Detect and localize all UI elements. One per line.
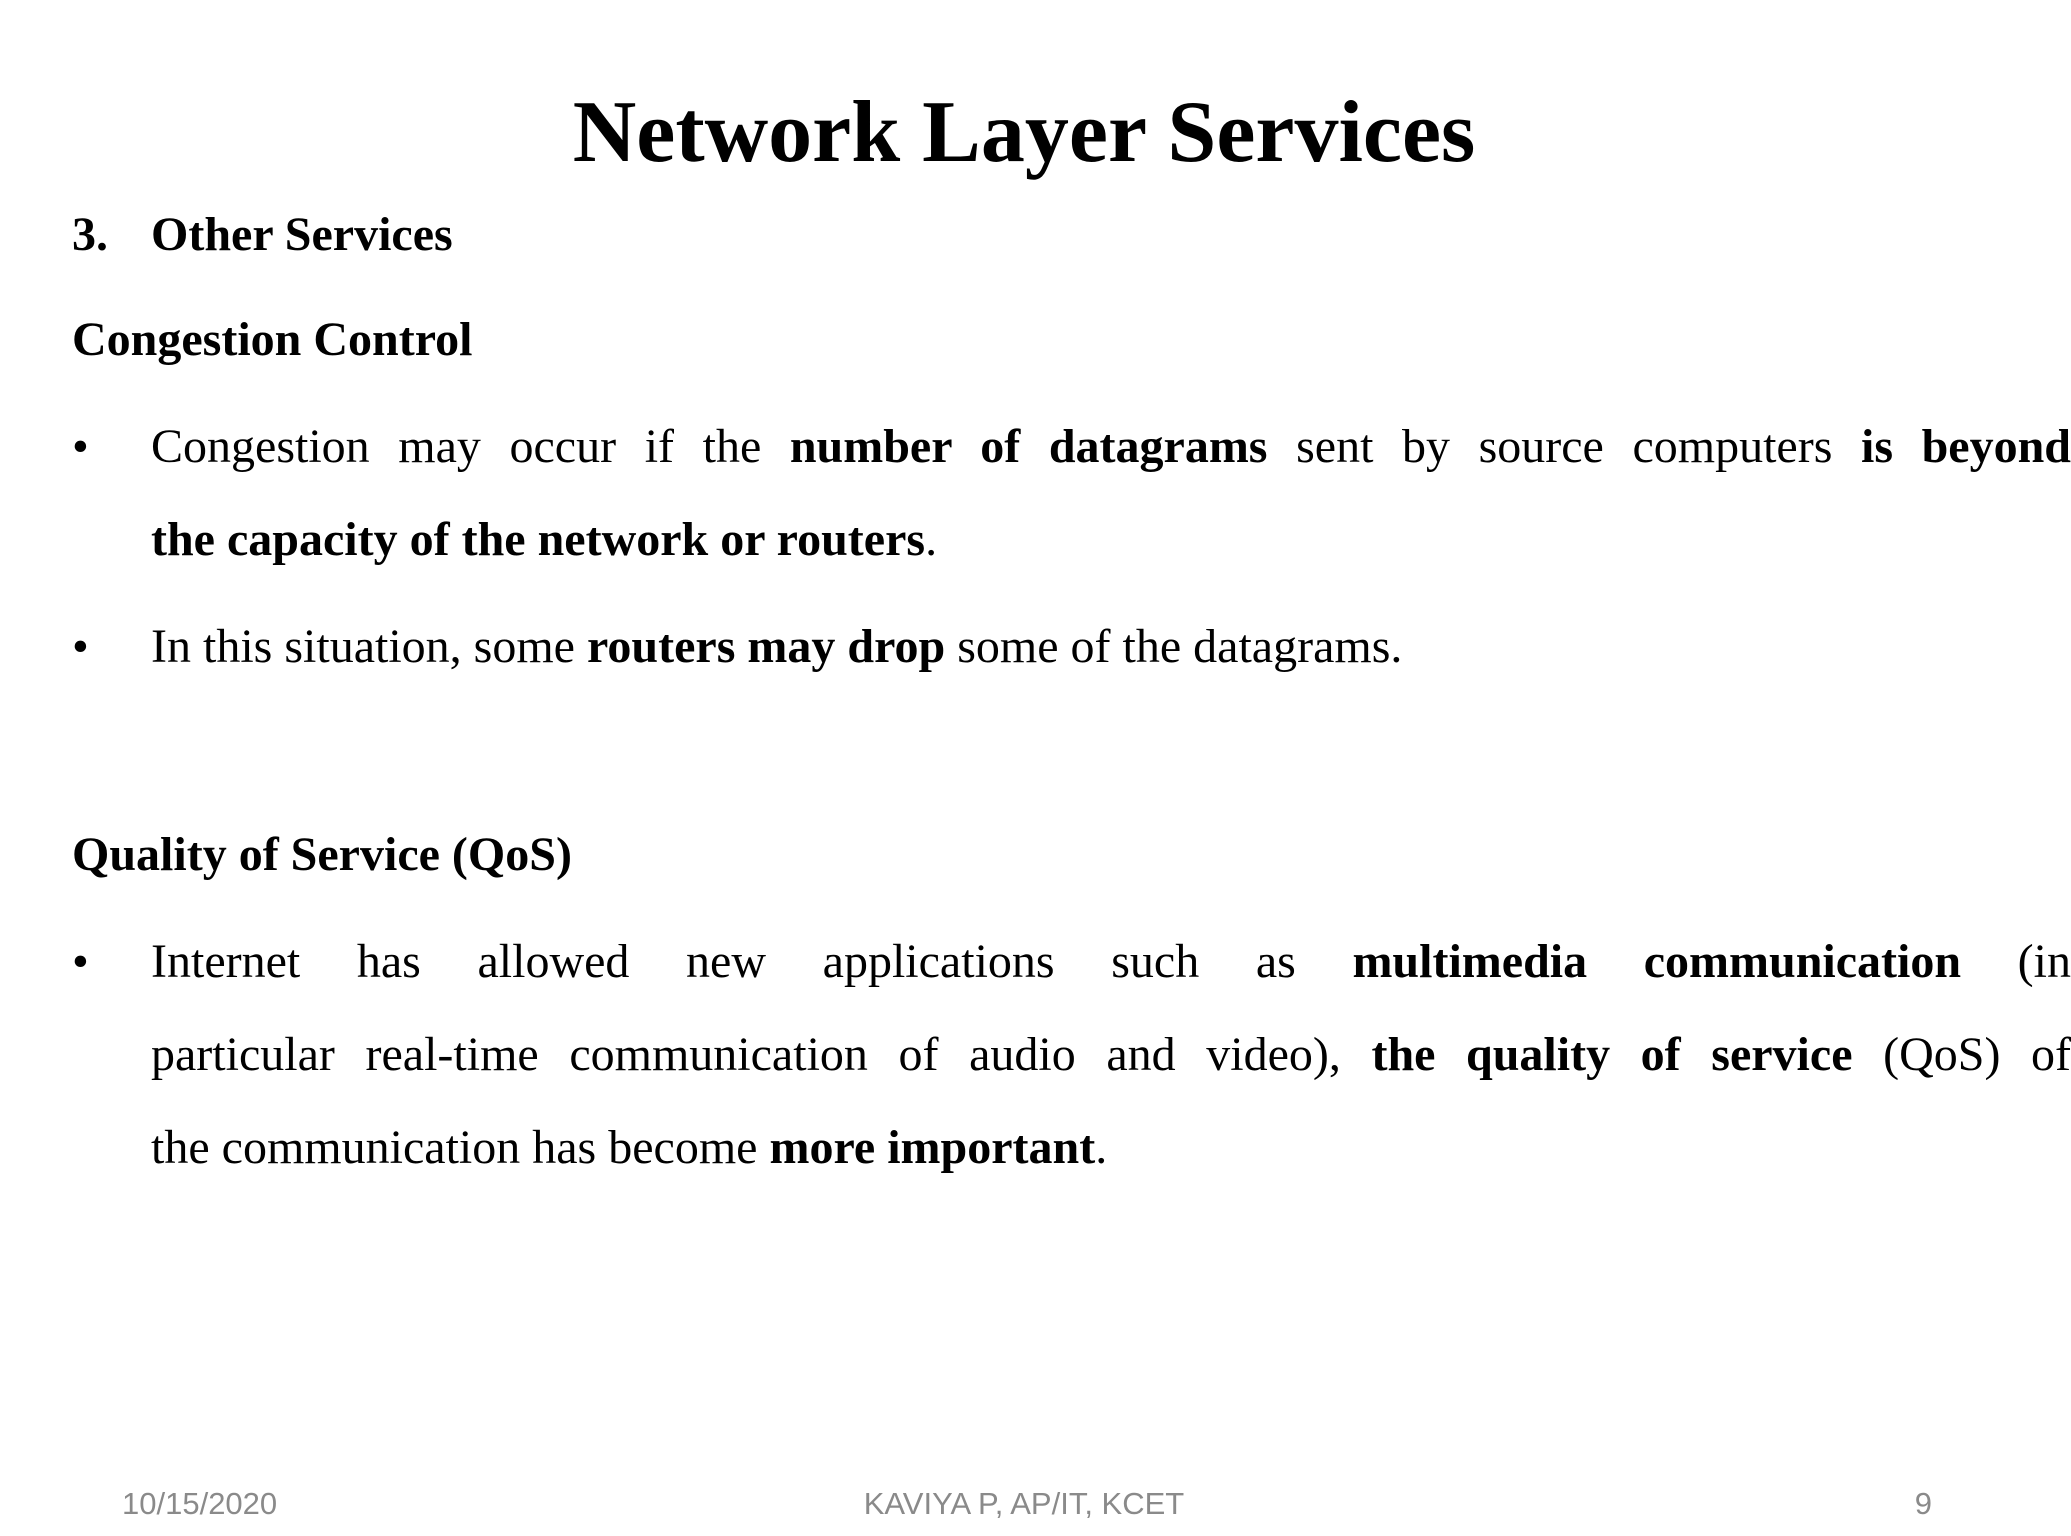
text-run: some of the datagrams. <box>945 620 1403 673</box>
text-run: (QoS) of <box>1852 1028 2071 1081</box>
footer-author: KAVIYA P, AP/IT, KCET <box>863 1486 1185 1521</box>
bullet-line <box>151 493 2071 586</box>
bullet-item <box>72 400 2071 586</box>
text-run: the communication has become <box>151 1121 770 1174</box>
bold-run: more important <box>769 1121 1096 1174</box>
bullet-text <box>151 600 2071 693</box>
slide-title: Network Layer Services <box>572 84 1476 181</box>
text-run: In this situation, some <box>151 620 587 673</box>
text-run: Congestion may occur if the <box>151 420 790 473</box>
bold-run: the capacity of the network or routers <box>151 513 926 566</box>
text-run: (in <box>1961 935 2071 988</box>
bold-run: routers may drop <box>586 620 946 673</box>
bullet-line <box>151 1008 2071 1101</box>
bullet-item <box>72 600 1992 693</box>
bullet-line <box>151 915 2071 1008</box>
bullet-icon: • <box>72 620 89 673</box>
bullet-line <box>151 400 2071 493</box>
bold-run: multimedia communication <box>1352 935 1962 988</box>
text-run: sent by source computers <box>1267 420 1861 473</box>
section-label: Other Services <box>151 208 453 261</box>
text-run: . <box>925 513 938 566</box>
footer-date: 10/15/2020 <box>122 1486 278 1521</box>
bullet-line <box>151 600 2071 693</box>
text-run: . <box>1095 1121 1108 1174</box>
bullet-icon: • <box>72 935 89 988</box>
bold-run: the quality of service <box>1371 1028 1853 1081</box>
footer-page-number: 9 <box>1914 1486 1932 1521</box>
congestion-control-heading: Congestion Control <box>72 313 473 366</box>
section-number: 3. <box>72 208 108 261</box>
text-run: particular real-time communication of audio and video), <box>151 1028 1372 1081</box>
bullet-text <box>151 400 2071 586</box>
bold-run: number of datagrams <box>789 420 1268 473</box>
bullet-text <box>151 915 2071 1194</box>
bullet-line <box>151 1101 2071 1194</box>
qos-heading: Quality of Service (QoS) <box>72 828 572 881</box>
bold-run: is beyond <box>1861 420 2071 473</box>
text-run: Internet has allowed new applications such as <box>151 935 1353 988</box>
bullet-item <box>72 915 2071 1194</box>
bullet-icon: • <box>72 420 89 473</box>
section-heading <box>72 205 453 265</box>
